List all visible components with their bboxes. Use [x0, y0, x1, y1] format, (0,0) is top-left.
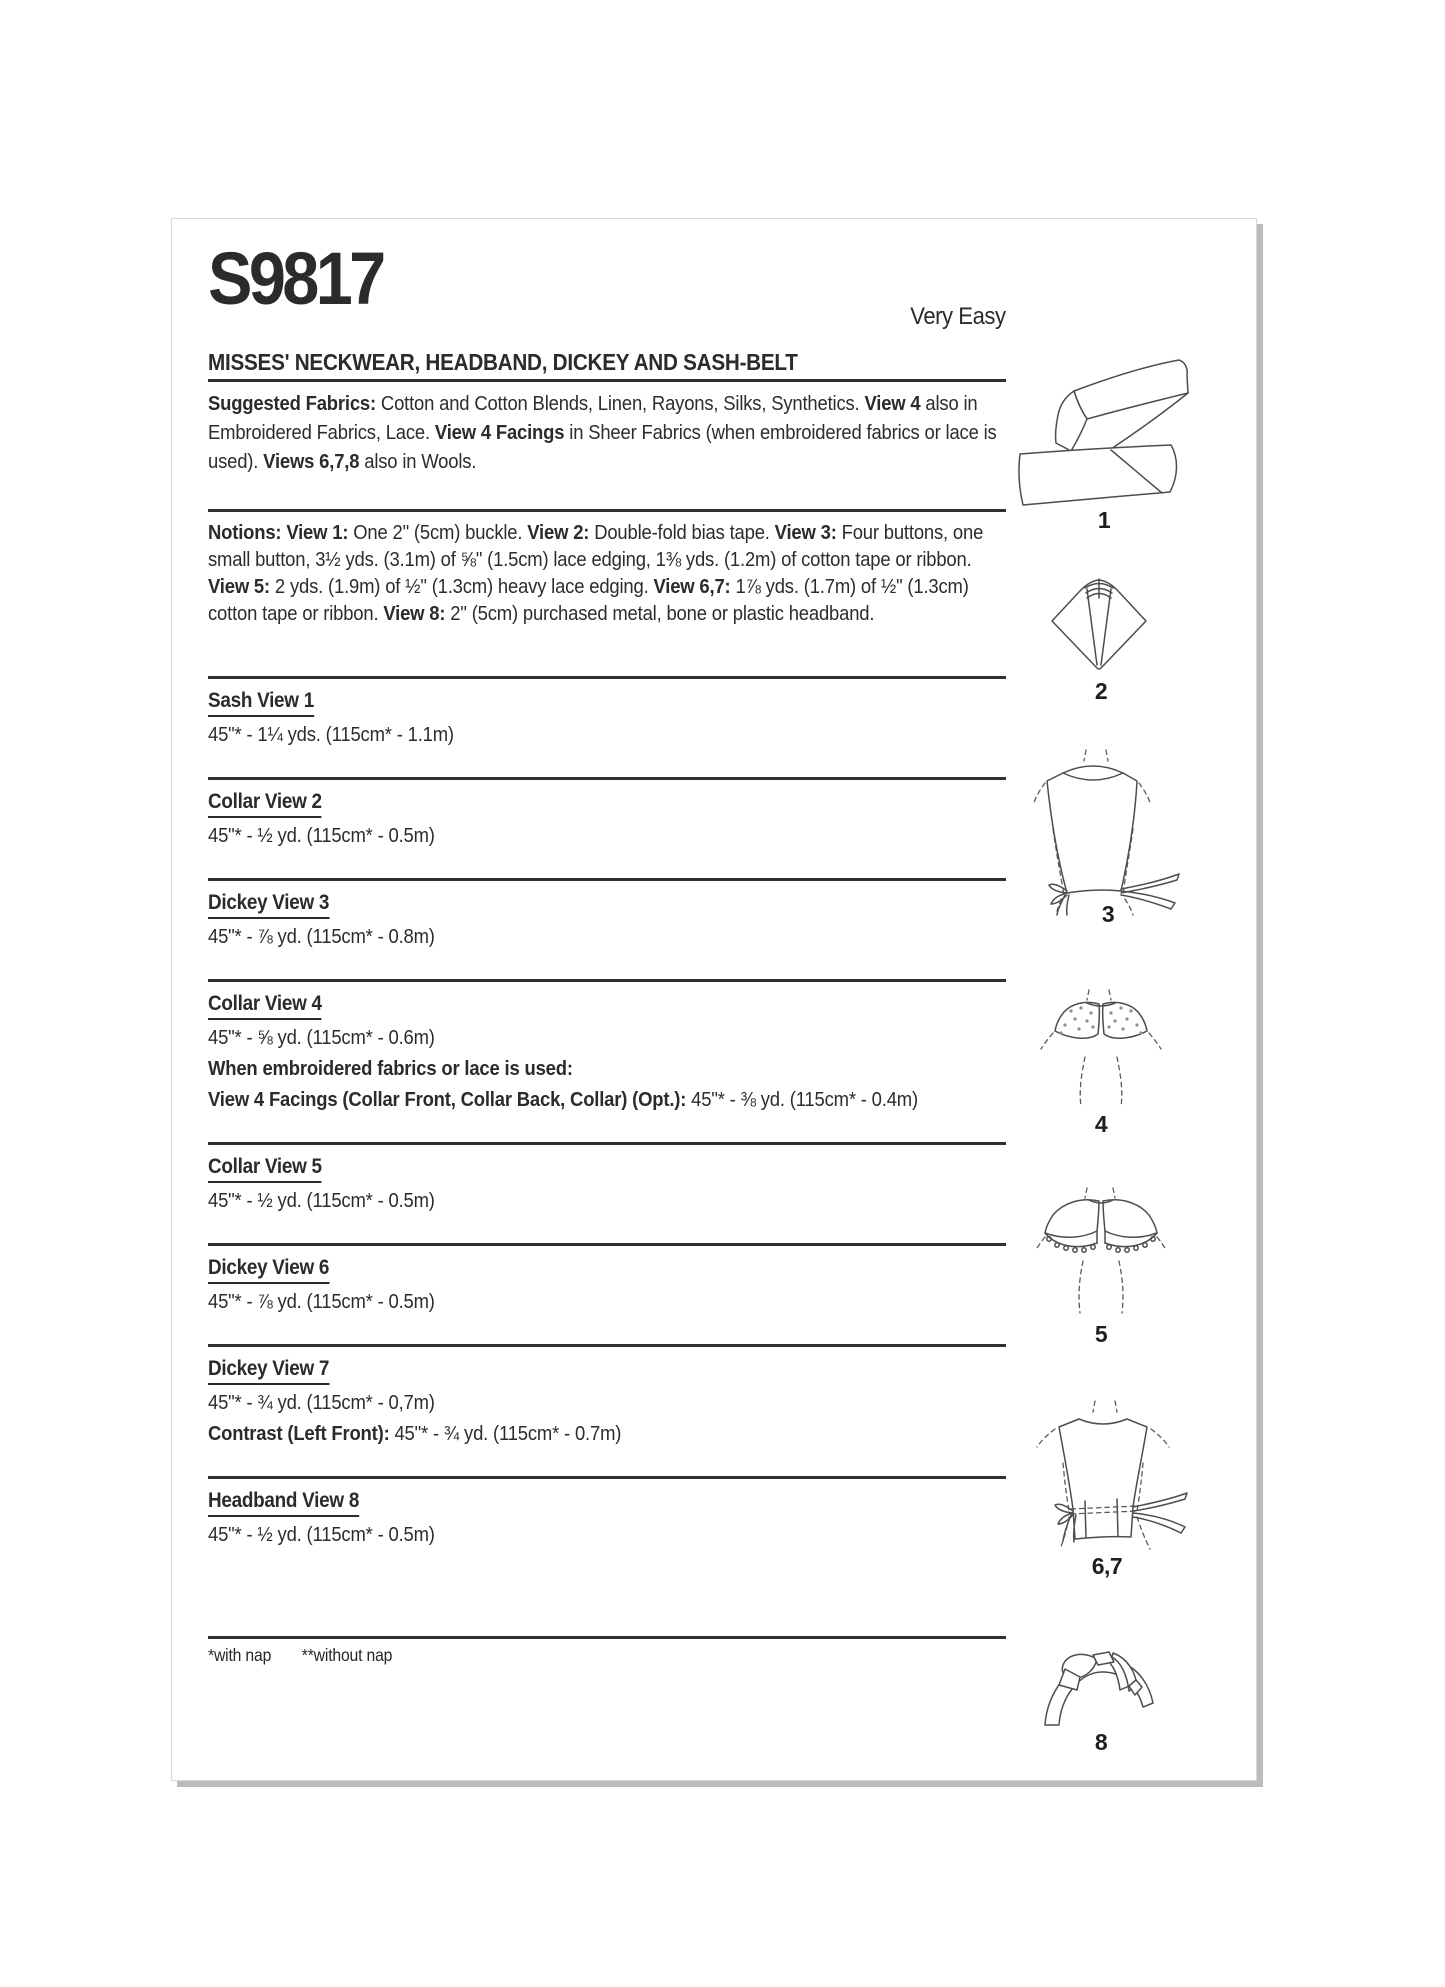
figure-number: 1: [1097, 507, 1111, 533]
view-2-figure: [1049, 576, 1153, 705]
text-run: also in Wools.: [359, 450, 477, 473]
bold-run: View 4: [864, 392, 921, 415]
figure-number: 8: [1094, 1729, 1108, 1755]
title-divider: [208, 379, 1006, 382]
embroidered-note-line: [208, 1055, 1005, 1082]
view-4-figure: [1037, 989, 1165, 1138]
yardage-section-collar-view-5: [208, 1145, 1006, 1243]
section-title: Collar View 4: [208, 991, 322, 1020]
yardage-line: 45"* - ⅞ yd. (115cm* - 0.8m): [208, 925, 435, 948]
yardage-line: 45"* - ¾ yd. (115cm* - 0,7m): [208, 1391, 435, 1414]
footnote-divider: [208, 1636, 1006, 1639]
facings-line: [208, 1086, 1005, 1113]
yardage-line: 45"* - ½ yd. (115cm* - 0.5m): [208, 1189, 435, 1212]
bold-run: View 4 Facings: [434, 421, 565, 444]
view-3-figure: [1033, 749, 1183, 928]
section-title: Dickey View 7: [208, 1356, 329, 1385]
difficulty-label: Very Easy: [910, 303, 1006, 330]
view-8-figure: [1035, 1645, 1167, 1756]
yardage-section-sash-view-1: [208, 679, 1006, 777]
section-title: Collar View 2: [208, 789, 322, 818]
figure-number: 4: [1094, 1111, 1108, 1137]
section-title: Headband View 8: [208, 1488, 359, 1517]
text-run: One 2" (5cm) buckle.: [348, 521, 528, 544]
text-run: 1⅞ yds. (1.7m) of ½" (1.3cm) cotton tape or ribbon.: [208, 575, 969, 625]
notions-paragraph: [208, 519, 1005, 627]
dickey-band-illustration: [1019, 1401, 1195, 1551]
yardage-section-collar-view-2: [208, 780, 1006, 878]
bold-run: Views 6,7,8: [263, 450, 360, 473]
pattern-envelope-back: [171, 218, 1257, 1781]
section-title: Dickey View 6: [208, 1255, 329, 1284]
text-column: [208, 219, 1006, 1666]
text-run: Double-fold bias tape.: [589, 521, 775, 544]
bold-run: Suggested Fabrics:: [208, 392, 376, 415]
sash-belt-illustration: [1011, 353, 1197, 505]
yardage-line: 45"* - 1¼ yds. (115cm* - 1.1m): [208, 723, 454, 746]
section-title: Dickey View 3: [208, 890, 329, 919]
suggested-fabrics-paragraph: [208, 389, 1005, 476]
section-title: Sash View 1: [208, 688, 314, 717]
yardage-line: 45"* - ½ yd. (115cm* - 0.5m): [208, 1523, 435, 1546]
dickey-ties-illustration: [1033, 749, 1183, 899]
figure-number: 5: [1094, 1321, 1108, 1347]
round-collar-illustration: [1037, 989, 1165, 1109]
yardage-line: 45"* - ½ yd. (115cm* - 0.5m): [208, 824, 435, 847]
contrast-line: [208, 1420, 1005, 1447]
lace-collar-illustration: [1035, 1187, 1167, 1319]
bold-run: View 8:: [383, 602, 446, 625]
text-run: also in Embroidered Fabrics, Lace.: [208, 392, 978, 444]
bold-run: View 3:: [774, 521, 837, 544]
bold-run: View 2:: [527, 521, 590, 544]
view-1-figure: [1011, 353, 1197, 534]
bold-run: Notions: View 1:: [208, 521, 349, 544]
yardage-section-dickey-view-6: [208, 1246, 1006, 1344]
view-5-figure: [1035, 1187, 1167, 1348]
text-run: Four buttons, one small button, 3½ yds. (3.1m) of ⅝" (1.5cm) lace edging, 1⅜ yds. (1.2m) of cotton tape or ribbon.: [208, 521, 984, 571]
text-run: 2" (5cm) purchased metal, bone or plastic headband.: [445, 602, 875, 625]
fabrics-divider: [208, 509, 1006, 512]
footnote-without-nap: **without nap: [301, 1645, 393, 1665]
pattern-number: S9817: [208, 237, 383, 320]
bold-run: View 4 Facings (Collar Front, Collar Back, Collar) (Opt.):: [208, 1088, 687, 1111]
yardage-section-headband-view-8: [208, 1479, 1006, 1636]
footnote-with-nap: *with nap: [208, 1645, 272, 1665]
footnote: [208, 1645, 926, 1666]
view-illustrations-column: [1011, 219, 1257, 1782]
yardage-line: 45"* - ⅝ yd. (115cm* - 0.6m): [208, 1026, 435, 1049]
text-run: 45"* - ¾ yd. (115cm* - 0.7m): [389, 1422, 622, 1445]
bold-run: Contrast (Left Front):: [208, 1422, 390, 1445]
bold-run: View 5:: [208, 575, 270, 598]
figure-number: 3: [1101, 901, 1115, 927]
bold-run: View 6,7:: [653, 575, 731, 598]
section-title: Collar View 5: [208, 1154, 322, 1183]
text-run: in Sheer Fabrics (when embroidered fabrics or lace is used).: [208, 421, 997, 473]
text-run: Cotton and Cotton Blends, Linen, Rayons, Silks, Synthetics.: [375, 392, 865, 415]
text-run: 45"* - ⅜ yd. (115cm* - 0.4m): [686, 1088, 918, 1111]
figure-number: 6,7: [1091, 1553, 1123, 1579]
yardage-section-dickey-view-3: [208, 881, 1006, 979]
yardage-section-dickey-view-7: [208, 1347, 1006, 1476]
text-run: 2 yds. (1.9m) of ½" (1.3cm) heavy lace edging.: [269, 575, 654, 598]
pointed-collar-illustration: [1049, 576, 1153, 676]
headband-bow-illustration: [1035, 1645, 1167, 1727]
bold-run: When embroidered fabrics or lace is used:: [208, 1057, 573, 1080]
figure-number: 2: [1094, 678, 1108, 704]
document-title: MISSES' NECKWEAR, HEADBAND, DICKEY AND SASH-BELT: [208, 349, 798, 375]
yardage-section-collar-view-4: [208, 982, 1006, 1142]
view-6-7-figure: [1019, 1401, 1195, 1580]
yardage-line: 45"* - ⅞ yd. (115cm* - 0.5m): [208, 1290, 435, 1313]
